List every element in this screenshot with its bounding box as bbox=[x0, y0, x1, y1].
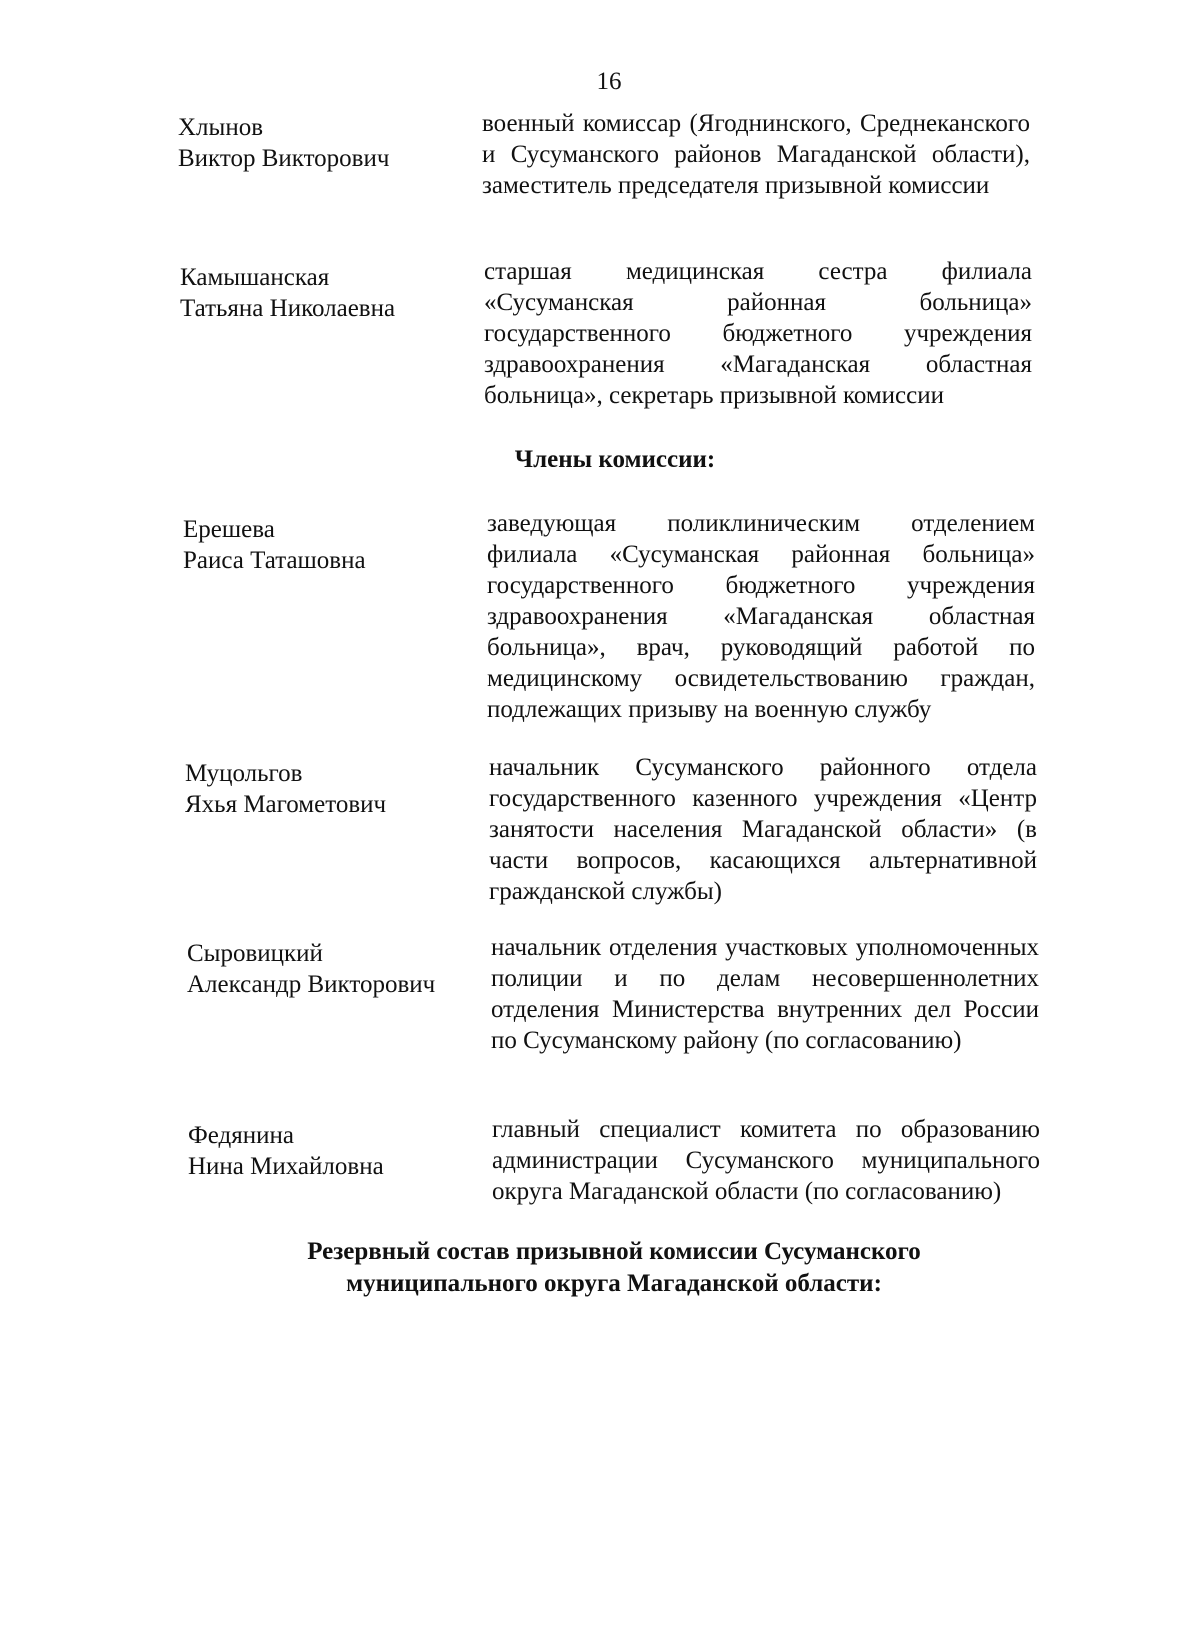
person-role: старшая медицинская сестра филиала «Сусуманская районная больница» государственного бюджетного учреждения здравоохранения «Магаданская областная больница», секретарь призывной комиссии bbox=[484, 258, 1032, 409]
reserve-heading-line-2: муниципального округа Магаданской области: bbox=[346, 1270, 882, 1297]
person-surname: Сыровицкий bbox=[187, 940, 323, 967]
person-given-names: Виктор Викторович bbox=[178, 145, 390, 172]
person-name bbox=[183, 514, 366, 576]
person-given-names: Раиса Таташовна bbox=[183, 547, 366, 574]
members-heading: Члены комиссии: bbox=[514, 446, 716, 473]
person-role: начальник отделения участковых уполномоченных полиции и по делам несовершеннолетних отделения Министерства внутренних дел России по Сусуманскому району (по согласованию) bbox=[491, 934, 1039, 1054]
page-number: 16 bbox=[596, 68, 622, 95]
person-given-names: Нина Михайловна bbox=[188, 1153, 384, 1180]
person-surname: Муцольгов bbox=[185, 760, 303, 787]
person-given-names: Александр Викторович bbox=[187, 971, 436, 998]
reserve-heading-line-1: Резервный состав призывной комиссии Сусуманского bbox=[307, 1238, 921, 1265]
person-surname: Хлынов bbox=[178, 114, 264, 141]
person-surname: Федянина bbox=[188, 1122, 294, 1149]
reserve-heading bbox=[0, 1236, 1200, 1300]
person-surname: Камышанская bbox=[180, 264, 330, 291]
person-name bbox=[187, 938, 435, 1000]
person-role: главный специалист комитета по образованию администрации Сусуманского муниципального округа Магаданской области (по согласованию) bbox=[492, 1116, 1040, 1205]
person-name bbox=[185, 758, 386, 820]
person-role: начальник Сусуманского районного отдела государственного казенного учреждения «Центр занятости населения Магаданской области» (в части вопросов, касающихся альтернативной гражданской службы) bbox=[489, 754, 1037, 905]
person-surname: Ерешева bbox=[183, 516, 275, 543]
person-given-names: Татьяна Николаевна bbox=[180, 295, 396, 322]
person-name bbox=[180, 262, 395, 324]
person-name bbox=[178, 112, 389, 174]
person-role: военный комиссар (Ягоднинского, Среднеканского и Сусуманского районов Магаданской области), заместитель председателя призывной комиссии bbox=[482, 110, 1030, 199]
person-role: заведующая поликлиническим отделением филиала «Сусуманская районная больница» государственного бюджетного учреждения здравоохранения «Магаданская областная больница», врач, руководящий работой по медицинскому освидетельствованию граждан, подлежащих призыву на военную службу bbox=[487, 510, 1035, 723]
person-name bbox=[188, 1120, 384, 1182]
person-given-names: Яхья Магометович bbox=[185, 791, 387, 818]
